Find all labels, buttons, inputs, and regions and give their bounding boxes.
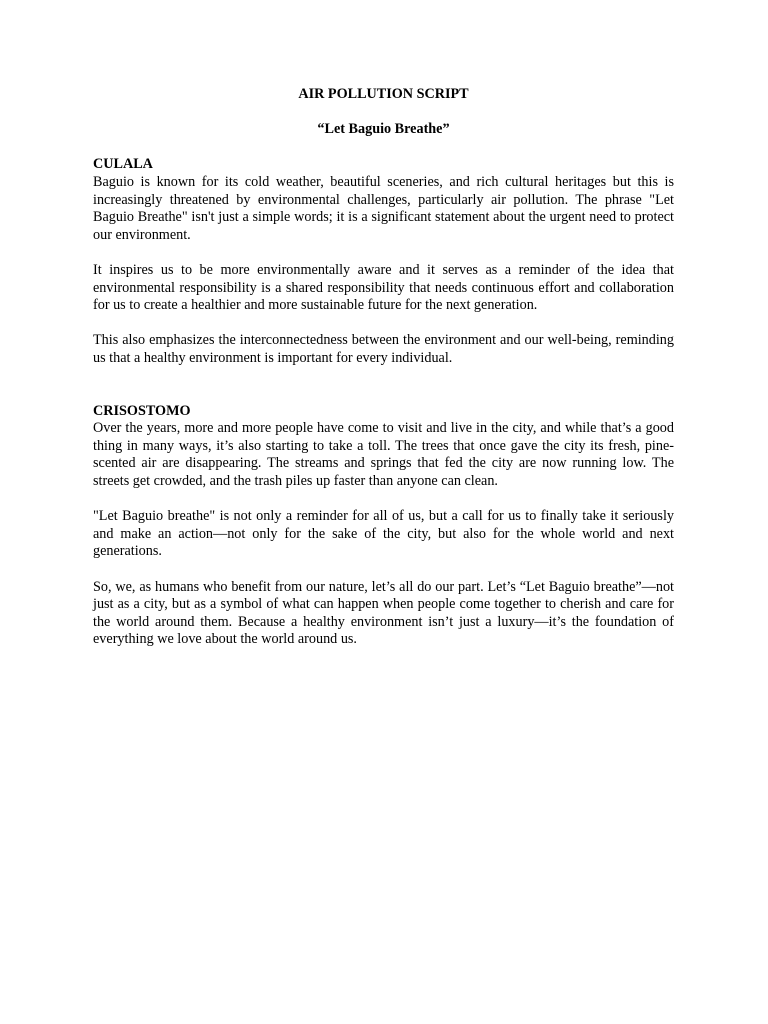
document-title: AIR POLLUTION SCRIPT xyxy=(298,86,469,102)
speaker-name: CRISOSTOMO xyxy=(93,402,191,419)
speaker-name: CULALA xyxy=(93,156,153,173)
paragraph: Over the years, more and more people have come to visit and live in the city, and while that’s a good thing in many ways, it’s also starting to take a toll. The trees that once gave the city its fresh, pine-scented air are disappearing. The streams and springs that fed the city are now running low. The streets get crowded, and the trash piles up faster than anyone can clean. xyxy=(93,420,674,490)
section-culala xyxy=(93,156,674,367)
paragraph: "Let Baguio breathe" is not only a reminder for all of us, but a call for us to finally take it seriously and make an action—not only for the sake of the city, but also for the whole world and next generations. xyxy=(93,508,674,560)
paragraph: This also emphasizes the interconnectedness between the environment and our well-being, reminding us that a healthy environment is important for every individual. xyxy=(93,332,674,366)
document-subtitle: “Let Baguio Breathe” xyxy=(317,121,450,138)
paragraph: Baguio is known for its cold weather, beautiful sceneries, and rich cultural heritages but this is increasingly threatened by environmental challenges, particularly air pollution. The phrase "Let Baguio Breathe" isn't just a simple words; it is a significant statement about the urgent need to protect our environment. xyxy=(93,173,674,243)
paragraph: It inspires us to be more environmentally aware and it serves as a reminder of the idea that environmental responsibility is a shared responsibility that needs continuous effort and collaboration for us to create a healthier and more sustainable future for the next generation. xyxy=(93,261,674,314)
section-crisostomo xyxy=(93,403,674,649)
paragraph: So, we, as humans who benefit from our nature, let’s all do our part. Let’s “Let Baguio breathe”—not just as a city, but as a symbol of what can happen when people come together to cherish and care for the world around them. Because a healthy environment isn’t just a luxury—it’s the foundation of everything we love about the world around us. xyxy=(93,578,674,648)
document-body xyxy=(93,86,674,649)
